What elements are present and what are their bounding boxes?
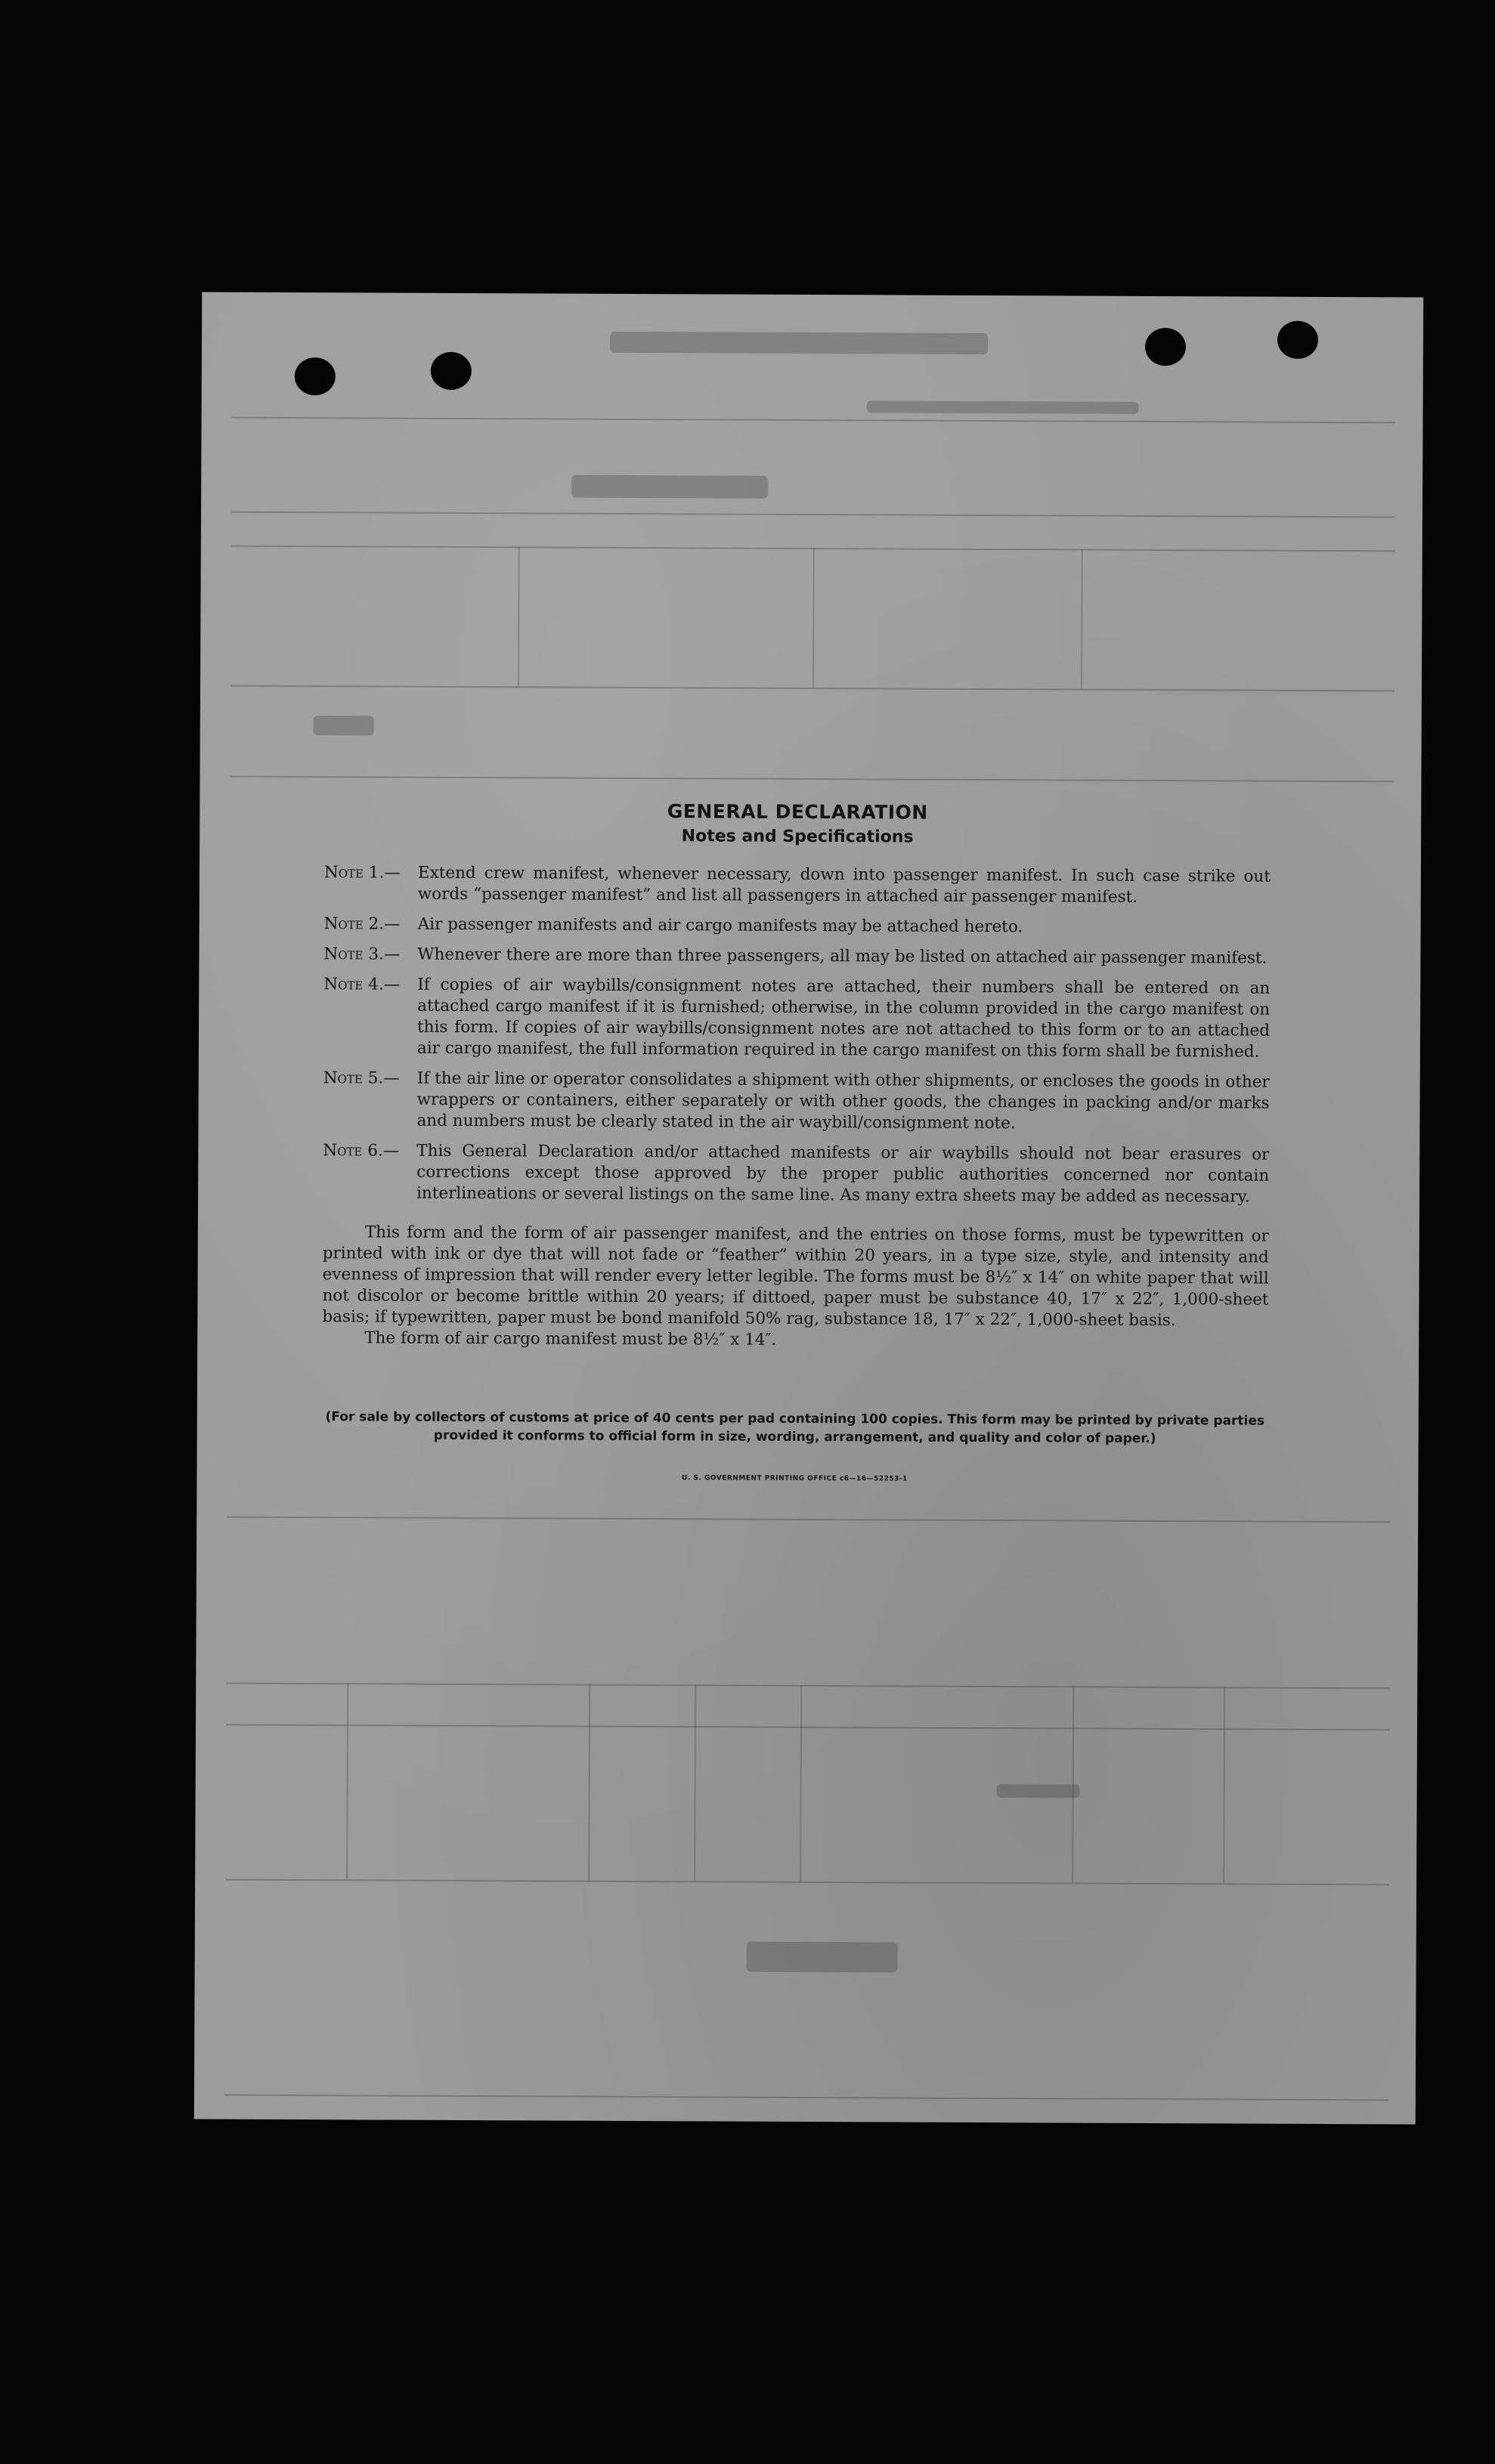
printer-imprint: U. S. GOVERNMENT PRINTING OFFICE c6—16—52253-1	[682, 1474, 908, 1483]
note-1-label: Note 1.—	[323, 863, 401, 883]
note-3-label: Note 3.—	[323, 944, 401, 964]
document-subtitle: Notes and Specifications	[681, 827, 914, 847]
note-3	[323, 944, 1270, 969]
punch-hole-right-2	[1277, 321, 1318, 359]
paper-specification-paragraph: This form and the form of air passenger manifest, and the entries on those forms, must be typewritten or printed with ink or dye that will not fade or “feather” within 20 years, in a type size, style, and intensity and evenness of impression that will render every letter legible. The forms must be 8½″ x 14″ on white paper that will not discolor or become brittle within 20 years; if dittoed, paper must be substance 40, 17″ x 22″, 1,000-sheet basis; if typewritten, paper must be bond manifold 50% rag, substance 18, 17″ x 22″, 1,000-sheet basis.	[322, 1223, 1269, 1331]
note-5-text: If the air line or operator consolidates a shipment with other shipments, or encloses the goods in other wrappers or containers, either separately or with other goods, the changes in packing and/or marks and numbers must be clearly stated in the air waybill/consignment note.	[416, 1068, 1270, 1133]
notes-and-specifications	[321, 799, 1271, 1484]
document-page	[194, 292, 1424, 2124]
sale-notice: (For sale by collectors of customs at price of 40 cents per pad containing 100 copies. This form may be printed by private parties provided it conforms to official form in size, wording, arrangement, and quality and color of paper.)	[325, 1409, 1265, 1447]
note-6-label: Note 6.—	[323, 1141, 400, 1161]
note-1-text: Extend crew manifest, whenever necessary, down into passenger manifest. In such case strike out words “passenger manifest” and list all passengers in attached air passenger manifest.	[417, 863, 1271, 907]
cargo-manifest-size-line: The form of air cargo manifest must be 8½″ x 14″.	[364, 1328, 777, 1349]
note-1	[324, 862, 1271, 908]
note-2	[324, 914, 1271, 938]
note-6-text: This General Declaration and/or attached manifests or air waybills should not bear erasures or corrections except those approved by the proper public authorities concerned nor contain interlineations or several listings on the same line. As many extra sheets may be added as necessary.	[416, 1141, 1270, 1207]
note-4	[323, 974, 1270, 1062]
note-3-text: Whenever there are more than three passengers, all may be listed on attached air passenger manifest.	[417, 944, 1268, 968]
note-6	[323, 1140, 1269, 1207]
note-4-text: If copies of air waybills/consignment notes are attached, their numbers shall be entered on an attached cargo manifest if it is furnished; otherwise, in the column provided in the cargo manifest on this form. If copies of air waybills/consignment notes are not attached to this form or to an attached air cargo manifest, the full information required in the cargo manifest on this form shall be furnished.	[416, 975, 1271, 1062]
punch-hole-left-1	[295, 357, 336, 395]
note-5	[323, 1068, 1269, 1135]
note-2-text: Air passenger manifests and air cargo manifests may be attached hereto.	[417, 914, 1023, 937]
punch-hole-left-2	[431, 352, 472, 390]
document-title: GENERAL DECLARATION	[667, 800, 928, 824]
punch-hole-right-1	[1145, 328, 1186, 366]
note-5-label: Note 5.—	[323, 1068, 400, 1088]
note-2-label: Note 2.—	[323, 914, 401, 934]
note-4-label: Note 4.—	[323, 975, 401, 994]
